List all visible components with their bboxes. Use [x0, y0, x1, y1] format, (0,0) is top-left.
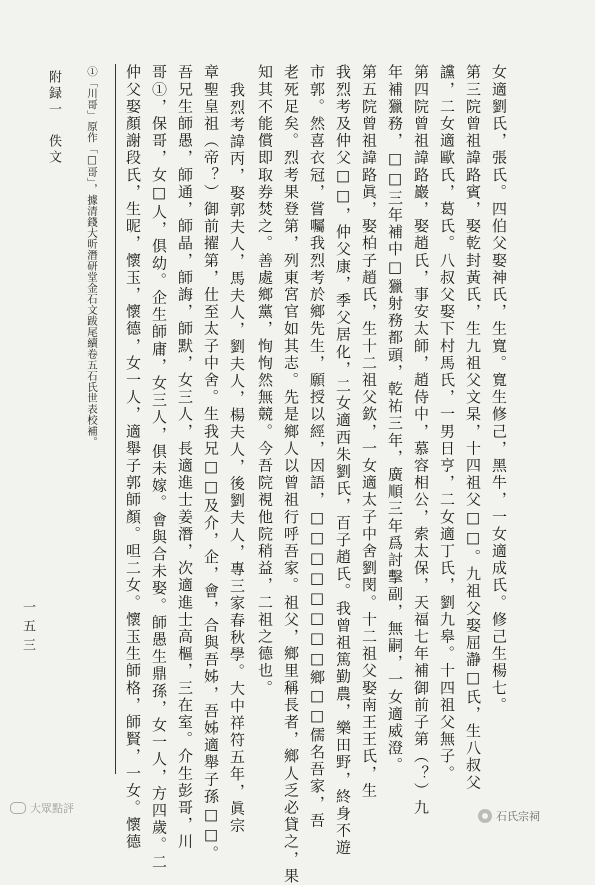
text-column-8: 市郭。然喜衣冠，嘗囑我烈考於鄉先生，願授以經，因語，□□□□□□□□鄉□□儒名吾家，吾 — [308, 64, 326, 830]
running-header: 附録一 佚文 — [46, 70, 61, 166]
text-column-10: 知其不能償即取券焚之。善處鄉黨，恂恂然無競。今吾院視他院稍益，二祖之德也。 — [256, 64, 274, 697]
text-column-12: 章聖皇祖（帝？）御前擢第，仕至太子中舍。生我兄□□及介，企，會，合與吾姊，吾姊適舉子孫□□。 — [202, 64, 220, 863]
wechat-icon — [478, 809, 492, 823]
text-column-5: 年補獵務，□□三年補中□獵射務都頭，乾祐三年，廣順三年爲討擊副，無嗣，一女適威澄。 — [386, 64, 404, 775]
page-number: 一五三 — [20, 600, 35, 657]
text-column-1: 女適劉氏，張氏。四伯父娶神氏，生寬。寬生修己，黑牛，一女適成氏。修己生楊七。 — [490, 64, 508, 714]
margin-rule — [115, 64, 116, 774]
eye-icon — [10, 802, 26, 814]
watermark-right-text: 石氏宗祠 — [496, 810, 540, 823]
text-column-6: 第五院曾祖諱路眞，娶柏子趙氏，生十二祖父欽，一女適太子中舍劉閔。十二祖父娶南王王氏，生 — [360, 64, 378, 800]
footnote: ①「川哥」原作「□哥」，據清錢大昕潛研堂金石文跋尾續卷五石氏世表校補。 — [86, 66, 98, 448]
text-column-4: 第四院曾祖諱路巖，娶趙氏，事安太師，趙侍中，慕容相公，索太保，天福七年補御前子第（？）九 — [412, 64, 430, 817]
text-column-7: 我烈考及仲父□□，仲父康，季父居化，二女適西朱劉氏，百子趙氏。我曾祖篤勤農，樂田野，終身不遊 — [334, 64, 352, 857]
text-column-2: 第三院曾祖諱路賓，娶乾封黃氏，生九祖父文杲，十四祖父□□。九祖父娶屈瀞□氏，生八叔父 — [464, 64, 482, 792]
text-column-9: 老死足矣。烈考果登第，列東宮官如其志。先是鄉人以曾祖行呼吾家。祖父，鄉里稱長者，鄉人乏必貸之，果 — [282, 64, 300, 885]
text-column-3: 讜，二女適歐氏，葛氏。八叔父娶下村馬氏，一男日亨，二女適丁氏，劉九皋。十四祖父無子。 — [438, 64, 456, 783]
text-column-11: 我烈考諱丙，娶郭夫人，馬夫人，劉夫人，楊夫人，後劉夫人，專三家春秋學。大中祥符五年，眞宗 — [228, 82, 246, 835]
text-column-15: 仲父娶顏謝段氏，生昵，懷玉，懷德，女一人，適舉子郭師顏。呾二女。懷玉生師格，師賢，一女。懷德 — [124, 64, 142, 851]
text-column-14: 哥①，保哥，女□人，俱幼。企生師庸，女三人，俱未嫁。會與合未娶。師愚生鼎孫，女一人，方四歲。二 — [150, 64, 168, 871]
watermark-left-text: 大眾點評 — [30, 802, 74, 815]
text-column-13: 吾兄生師愚，師通，師晶，師誨，師默，女三人，長適進士姜潛，次適進士高樞，三在室。介生彭哥，川 — [176, 64, 194, 851]
watermark-left — [10, 800, 74, 816]
watermark-right — [478, 808, 540, 824]
